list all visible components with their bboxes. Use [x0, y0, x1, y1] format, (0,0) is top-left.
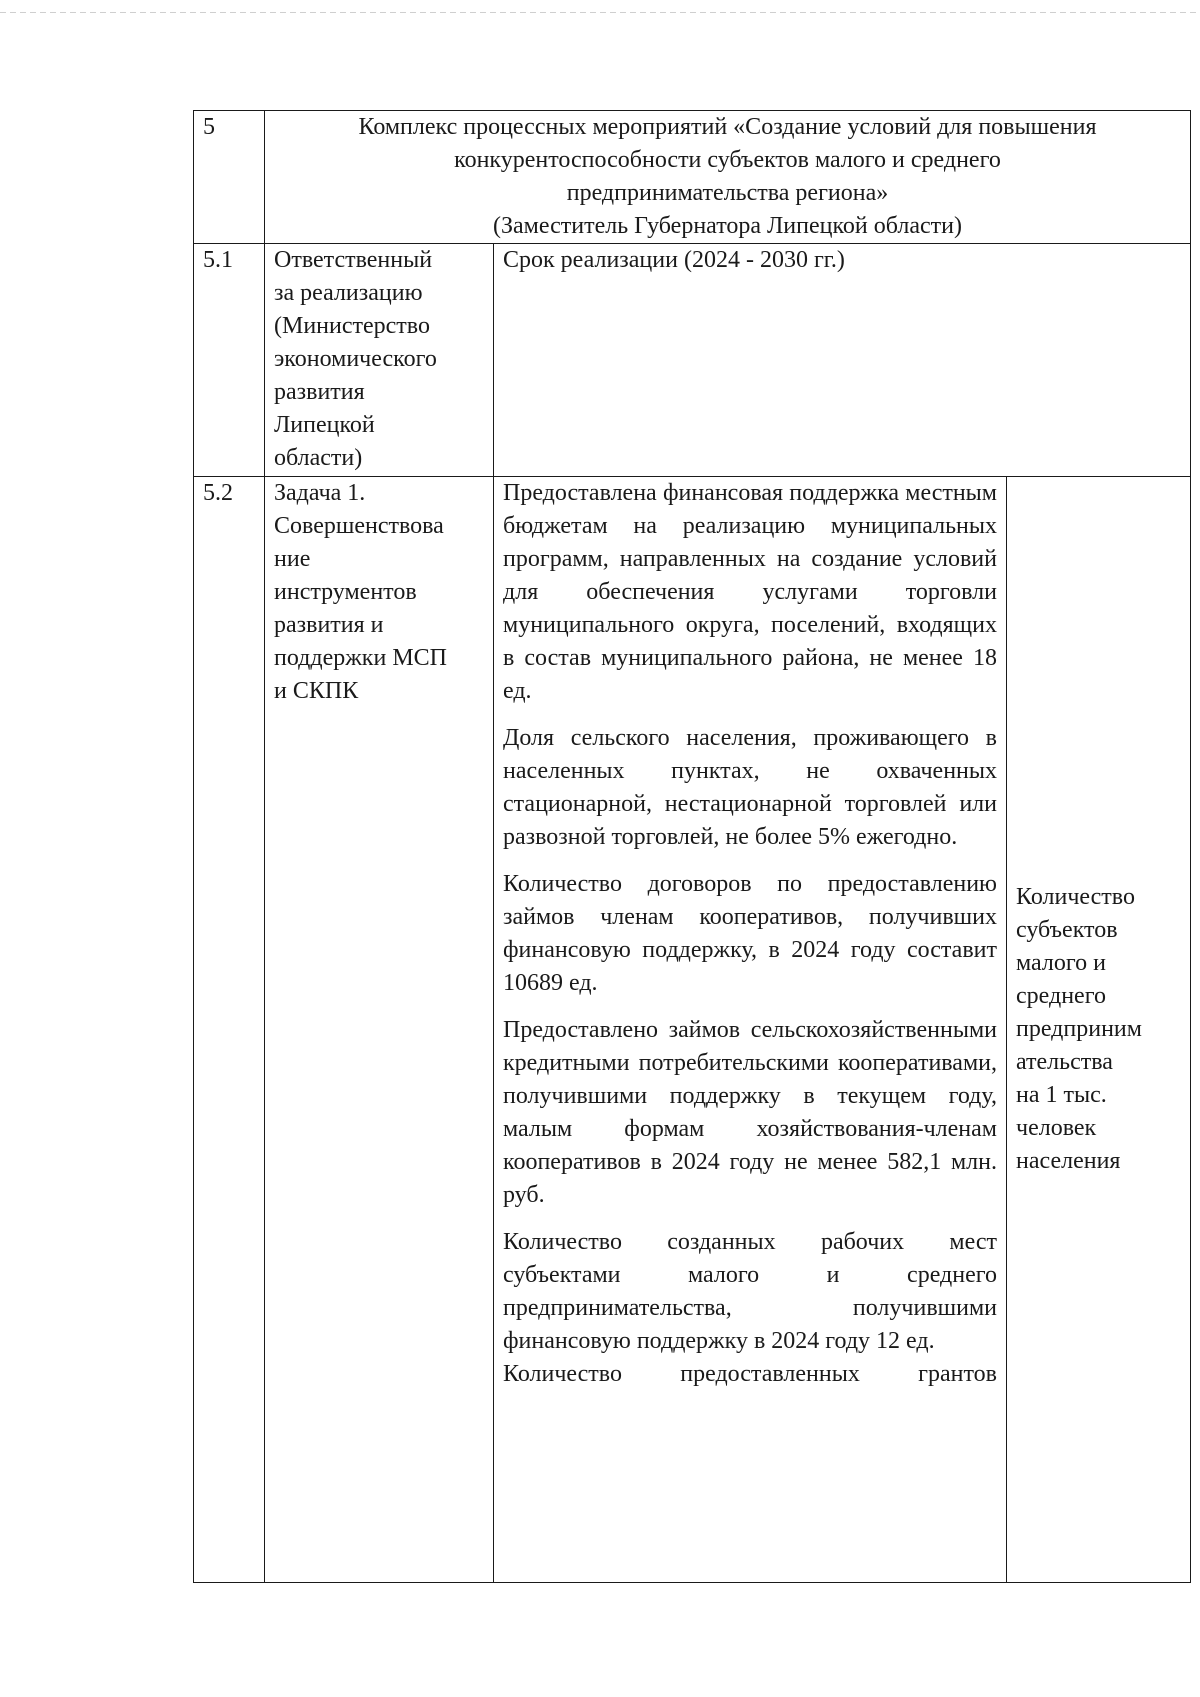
row-5-1: [194, 244, 1191, 477]
indicator-cell: [1007, 477, 1191, 1583]
section-title-line: Комплекс процессных мероприятий «Создание условий для повышения: [358, 114, 1097, 140]
results-cell: [494, 477, 1007, 1583]
program-table: [193, 110, 1191, 1583]
task-line: инструментов: [274, 579, 417, 605]
indicator-line: субъектов: [1016, 917, 1118, 943]
section-title-line: предпринимательства региона»: [566, 180, 889, 206]
period-cell: Срок реализации (2024 - 2030 гг.): [494, 244, 1191, 477]
indicator-line: среднего: [1016, 983, 1106, 1009]
result-paragraph: Количество предоставленных грантов: [503, 1361, 997, 1387]
task-line: Задача 1.: [274, 480, 366, 506]
row-5-2-number: 5.2: [194, 477, 265, 1583]
indicator-line: ательства: [1016, 1049, 1113, 1075]
indicator-line: населения: [1016, 1148, 1121, 1174]
row-5-2: [194, 477, 1191, 1583]
result-paragraph: Предоставлена финансовая поддержка местным бюджетам на реализацию муниципальных программ, направленных на создание условий для обеспечения услугами торговли муниципального округа, поселений, входящих в состав муниципального района, не менее 18 ед.: [503, 480, 997, 704]
section-title-line: (Заместитель Губернатора Липецкой области): [492, 213, 962, 239]
task-line: ние: [274, 546, 311, 572]
indicator-line: предприним: [1016, 1016, 1142, 1042]
task-line: Совершенствова: [274, 513, 444, 539]
section-title-line: конкурентоспособности субъектов малого и среднего: [454, 147, 1001, 173]
row-section-5: [194, 111, 1191, 244]
responsible-line: Липецкой: [274, 412, 375, 438]
responsible-line: (Министерство: [274, 313, 430, 339]
scan-edge: [0, 12, 1200, 13]
result-paragraph: Предоставлено займов сельскохозяйственными кредитными потребительскими кооперативами, получившими поддержку в текущем году, малым формам хозяйствования-членам кооперативов в 2024 году не менее 582,1 млн. руб.: [503, 1017, 997, 1208]
responsible-line: за реализацию: [274, 280, 423, 306]
indicator-line: Количество: [1016, 884, 1135, 910]
row-5-1-number: 5.1: [194, 244, 265, 477]
result-paragraph: Доля сельского населения, проживающего в населенных пунктах, не охваченных стационарной, нестационарной торговлей или развозной торговлей, не более 5% ежегодно.: [503, 725, 997, 850]
responsible-line: Ответственный: [274, 247, 433, 273]
task-cell: [265, 477, 494, 1583]
task-line: развития и: [274, 612, 384, 638]
responsible-line: области): [274, 445, 363, 471]
indicator-line: малого и: [1016, 950, 1106, 976]
section-title: [265, 111, 1191, 244]
task-line: и СКПК: [274, 678, 359, 704]
result-paragraph: Количество договоров по предоставлению займов членам кооперативов, получивших финансовую поддержку, в 2024 году составит 10689 ед.: [503, 871, 997, 996]
responsible-line: развития: [274, 379, 365, 405]
task-line: поддержки МСП: [274, 645, 447, 671]
responsible-cell: [265, 244, 494, 477]
result-paragraph: Количество созданных рабочих мест субъектами малого и среднего предпринимательства, получившими финансовую поддержку в 2024 году 12 ед.: [503, 1229, 997, 1354]
section-number: 5: [194, 111, 265, 244]
indicator-line: человек: [1016, 1115, 1097, 1141]
responsible-line: экономического: [274, 346, 437, 372]
indicator-line: на 1 тыс.: [1016, 1082, 1107, 1108]
